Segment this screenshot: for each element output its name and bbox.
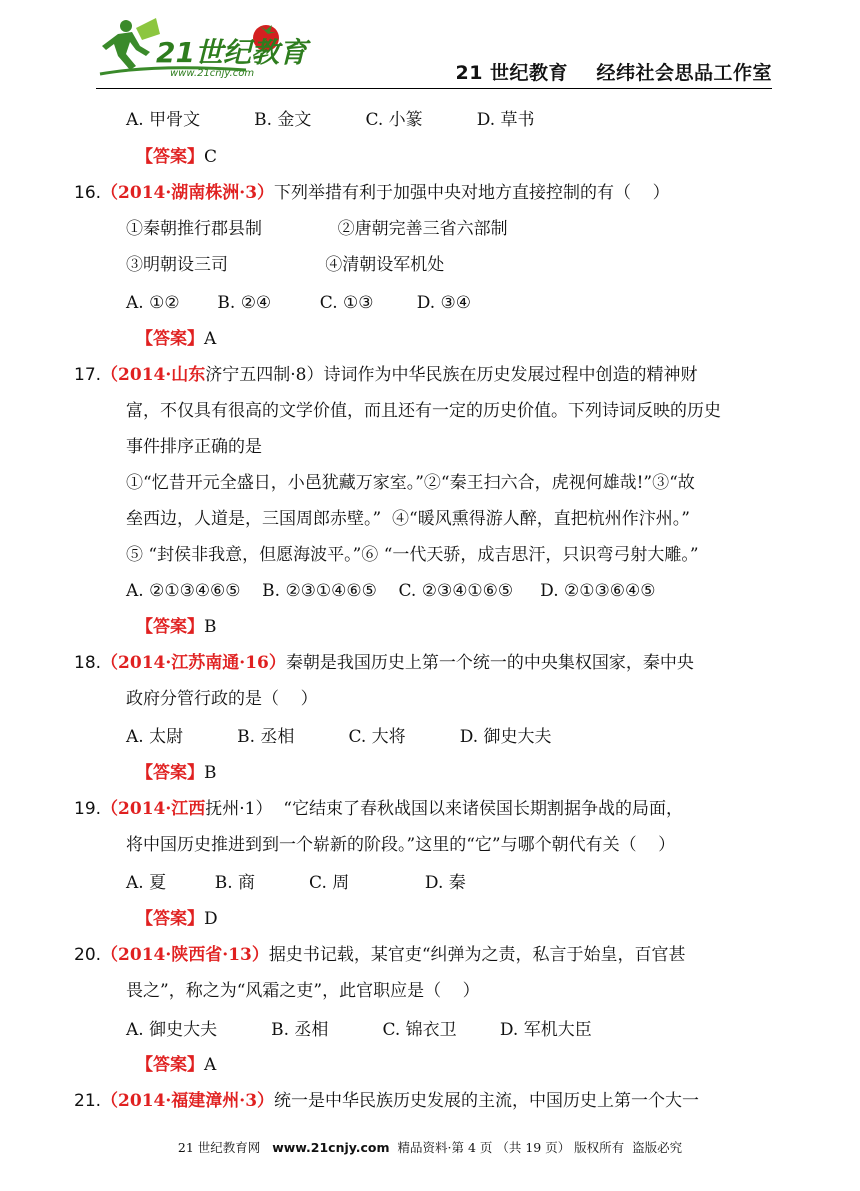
- text-line: [126, 217, 508, 241]
- question-source: （2014·山东: [101, 365, 206, 385]
- question-line: [74, 363, 698, 387]
- line-text: ⑤ “封侯非我意，但愿海波平。”⑥ “一代天骄，成吉思汗，只识弯弓射大雕。”: [126, 545, 699, 565]
- line-text: 畏之”，称之为“风霜之吏”，此官职应是（ ）: [126, 981, 480, 1001]
- question-source: （2014·江西: [101, 799, 206, 819]
- answer-line: [136, 1053, 216, 1077]
- answer-line: [136, 145, 217, 169]
- answer-label: 【答案】: [136, 1055, 204, 1075]
- line-text: 富，不仅具有很高的文学价值，而且还有一定的历史价值。下列诗词反映的历史: [126, 401, 721, 421]
- question-line: [74, 797, 683, 821]
- answer-label: 【答案】: [136, 617, 204, 637]
- question-line: [74, 651, 694, 675]
- question-number: 21.: [74, 1091, 102, 1111]
- text-line: [126, 471, 695, 495]
- question-line: [74, 181, 670, 205]
- line-text: ③明朝设三司 ④清朝设军机处: [126, 255, 445, 275]
- question-source: （2014·福建漳州·3）: [101, 1091, 275, 1111]
- answer-label: 【答案】: [136, 763, 204, 783]
- line-text: 政府分管行政的是（ ）: [126, 689, 318, 709]
- answer-line: [136, 907, 218, 931]
- text-line: [126, 543, 699, 567]
- answer-label: 【答案】: [136, 329, 204, 349]
- text-line: [126, 1018, 592, 1042]
- question-number: 20.: [74, 945, 102, 965]
- line-text: 抚州·1） “它结束了春秋战国以来诸侯国长期割据争战的局面，: [205, 799, 683, 819]
- header-divider: [96, 88, 772, 89]
- line-text: A. 夏 B. 商 C. 周 D. 秦: [126, 873, 466, 893]
- line-text: A. 甲骨文 B. 金文 C. 小篆 D. 草书: [126, 110, 535, 130]
- line-text: 据史书记载，某官吏“纠弹为之责，私言于始皇，百官甚: [268, 945, 686, 965]
- page-header: [0, 0, 860, 92]
- text-line: [126, 725, 552, 749]
- text-line: [126, 291, 471, 315]
- text-line: [126, 253, 444, 277]
- line-text: ①秦朝推行郡县制 ②唐朝完善三省六部制: [126, 219, 508, 239]
- question-number: 18.: [74, 653, 102, 673]
- logo-21cnjy: [96, 12, 307, 84]
- question-number: 17.: [74, 365, 102, 385]
- line-text: ①“忆昔开元全盛日，小邑犹藏万家室。”②“秦王扫六合，虎视何雄哉!”③“故: [126, 473, 695, 493]
- line-text: 将中国历史推进到到一个崭新的阶段。”这里的“它”与哪个朝代有关（ ）: [126, 835, 676, 855]
- page-footer: [0, 1138, 860, 1156]
- footer-left: 21 世纪教育网: [177, 1140, 273, 1155]
- text-line: [126, 579, 655, 603]
- text-line: [126, 687, 318, 711]
- text-line: [126, 399, 721, 423]
- header-title: 21 世纪教育 经纬社会思品工作室: [455, 62, 772, 84]
- answer-label: 【答案】: [136, 147, 204, 167]
- line-text: 事件排序正确的是: [126, 437, 262, 457]
- text-line: [126, 833, 675, 857]
- question-source: （2014·湖南株洲·3）: [101, 183, 275, 203]
- line-text: 统一是中华民族历史发展的主流，中国历史上第一个大一: [274, 1091, 700, 1111]
- answer-line: [136, 327, 216, 351]
- question-number: 16.: [74, 183, 102, 203]
- logo-text: 21世纪教育: [156, 36, 307, 69]
- answer-value: B: [204, 763, 217, 783]
- line-text: A. ①② B. ②④ C. ①③ D. ③④: [126, 293, 472, 313]
- answer-line: [136, 761, 217, 785]
- text-line: [126, 507, 690, 531]
- answer-value: C: [204, 147, 218, 167]
- question-number: 19.: [74, 799, 102, 819]
- line-text: A. ②①③④⑥⑤ B. ②③①④⑥⑤ C. ②③④①⑥⑤ D. ②①③⑥④⑤: [126, 581, 656, 601]
- answer-label: 【答案】: [136, 909, 204, 929]
- answer-value: A: [204, 1055, 217, 1075]
- question-source: （2014·江苏南通·16）: [101, 653, 286, 673]
- question-source: （2014·陕西省·13）: [101, 945, 269, 965]
- answer-line: [136, 615, 217, 639]
- text-line: [126, 435, 262, 459]
- text-line: [126, 108, 535, 132]
- line-text: A. 御史大夫 B. 丞相 C. 锦衣卫 D. 军机大臣: [126, 1020, 592, 1040]
- text-line: [126, 871, 466, 895]
- line-text: 下列举措有利于加强中央对地方直接控制的有（ ）: [274, 183, 670, 203]
- line-text: 秦朝是我国历史上第一个统一的中央集权国家，秦中央: [285, 653, 694, 673]
- answer-value: B: [204, 617, 217, 637]
- answer-value: D: [204, 909, 218, 929]
- footer-right: 精品资料·第 4 页 （共 19 页） 版权所有 盗版必究: [389, 1140, 683, 1155]
- question-line: [74, 943, 686, 967]
- question-line: [74, 1089, 699, 1113]
- line-text: A. 太尉 B. 丞相 C. 大将 D. 御史大夫: [126, 727, 552, 747]
- line-text: 济宁五四制·8）诗词作为中华民族在历史发展过程中创造的精神财: [205, 365, 698, 385]
- answer-value: A: [204, 329, 217, 349]
- footer-site-link[interactable]: www.21cnjy.com: [272, 1140, 390, 1155]
- logo-url: www.21cnjy.com: [170, 68, 255, 79]
- line-text: 垒西边，人道是，三国周郎赤壁。” ④“暖风熏得游人醉，直把杭州作汴州。”: [126, 509, 690, 529]
- text-line: [126, 979, 480, 1003]
